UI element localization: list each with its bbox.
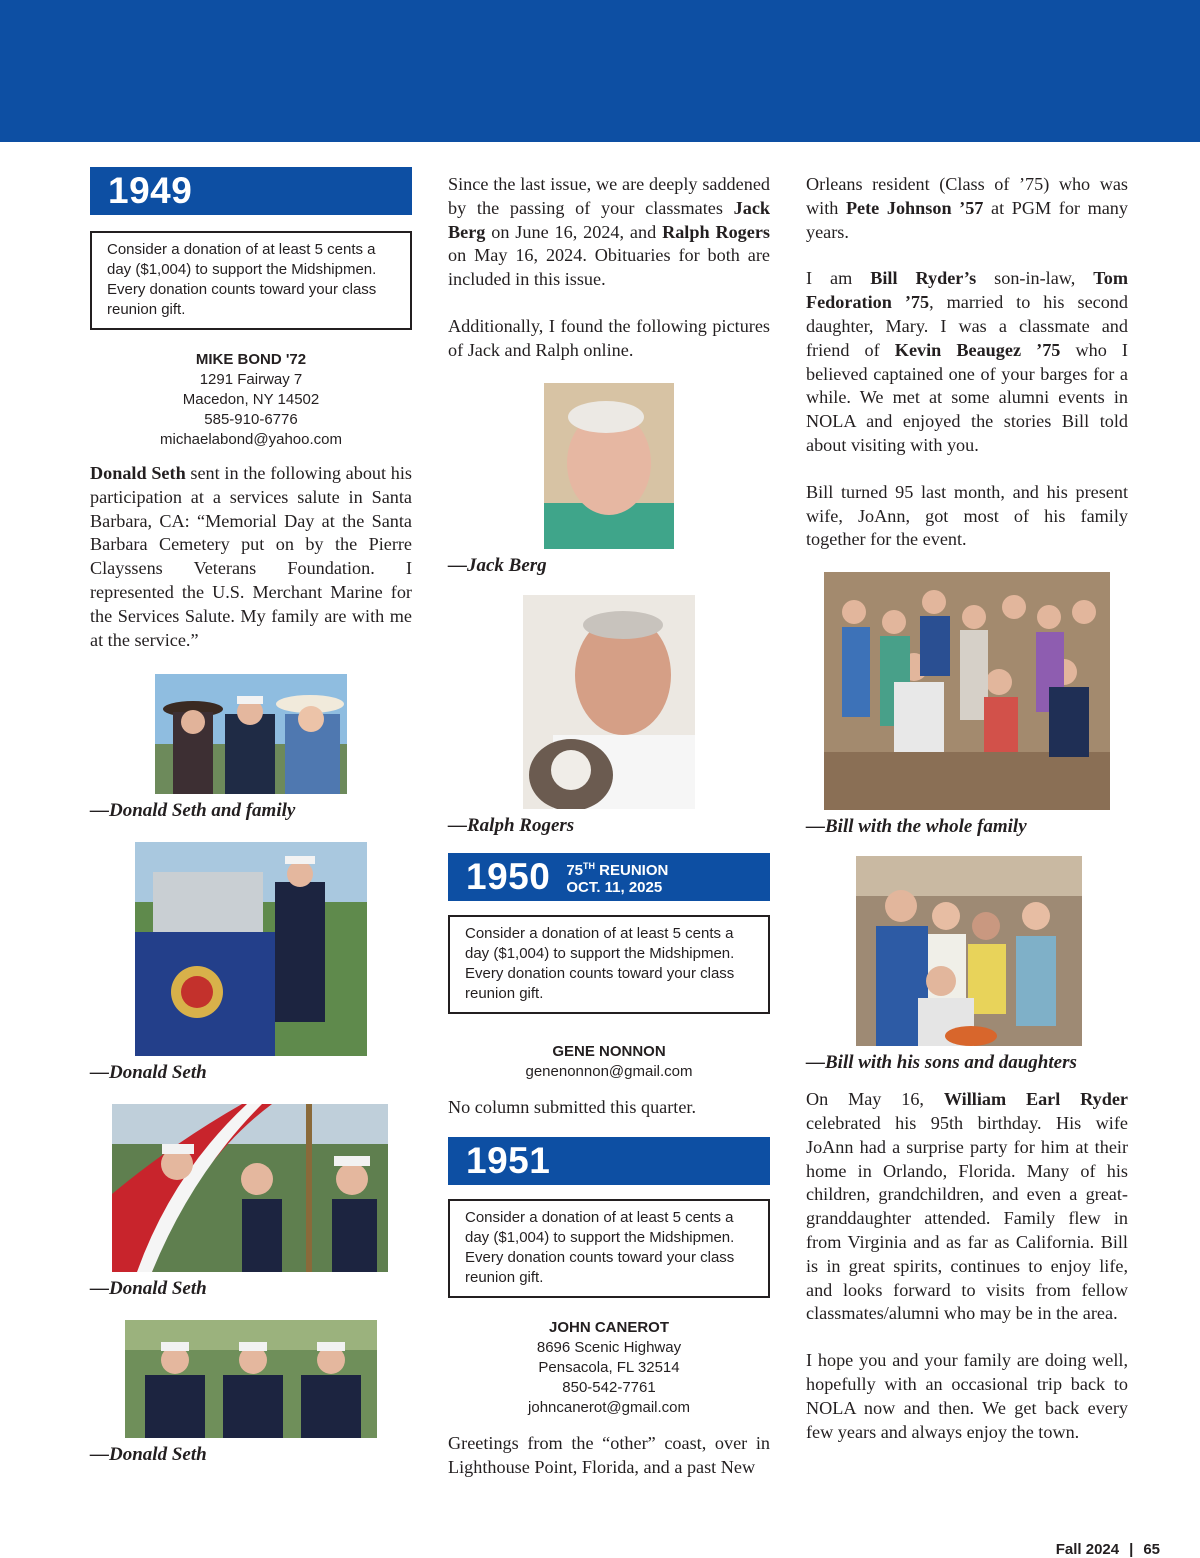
class-contact (448, 1042, 770, 1082)
column-3 (806, 173, 1128, 1444)
column-1 (90, 167, 412, 1466)
article-paragraph: Bill turned 95 last month, and his present wife, JoAnn, got most of his family together for the event. (806, 481, 1128, 550)
article-paragraph: No column submitted this quarter. (448, 1096, 697, 1117)
photo-caption: —Jack Berg (448, 554, 547, 576)
contact-address: 8696 Scenic Highway (536, 1339, 682, 1357)
donation-box: Consider a donation of at least 5 cents a day ($1,004) to support the Midshipmen. Every donation counts toward your class reunion gift. (448, 915, 770, 1014)
class-year: 1949 (108, 170, 193, 211)
article-paragraph: On May 16, William Earl Ryder celebrated his 95th birthday. His wife JoAnn had a surprise party for him at their home in Orlando, Florida. Many of his children, grandchildren, and even a great-granddaughter attended. Family flew in from Virginia and as far as California. Bill is in great spirits, continues to enjoy life, and looks forward to visits from fellow classmates/alumni who may be in the area. (806, 1089, 1128, 1324)
footer-separator: | (1129, 1541, 1134, 1558)
photo-caption: —Bill with the whole family (806, 816, 1027, 838)
contact-address: 1291 Fairway 7 (199, 371, 303, 388)
contact-city: Macedon, NY 14502 (182, 391, 320, 408)
article-paragraph: Additionally, I found the following pictures of Jack and Ralph online. (448, 315, 770, 360)
photo-caption: —Ralph Rogers (448, 814, 575, 836)
contact-email[interactable]: johncanerot@gmail.com (528, 1399, 690, 1417)
photo-bill-whole-family (824, 572, 1110, 810)
class-contact (90, 350, 412, 450)
reunion-info: 75TH REUNION OCT. 11, 2025 (566, 860, 669, 896)
article-paragraph: I hope you and your family are doing well, hopefully with an occasional trip back to NOLA now and then. We get back every few years and always enjoy the town. (806, 1350, 1128, 1442)
photo-donald-seth-family (155, 674, 347, 794)
contact-name: JOHN CANEROT (548, 1319, 669, 1337)
photo-caption: —Donald Seth (90, 1444, 207, 1466)
contact-city: Pensacola, FL 32514 (538, 1359, 680, 1377)
photo-ralph-rogers (523, 595, 695, 809)
article-paragraph: Donald Seth sent in the following about his participation at a services salute in Santa Barbara, CA: “Memorial Day at the Santa Barbara Cemetery put on by the Pierre Clayssens Veterans Foundation. I represented the U.S. Merchant Marine for the Services Salute. My family are with me at the service.” (90, 463, 412, 650)
contact-phone: 585-910-6776 (204, 411, 298, 428)
photo-donald-seth-veterans (125, 1320, 377, 1438)
column-2 (448, 173, 770, 1480)
class-year-bar-1951 (448, 1137, 770, 1185)
class-year: 1951 (466, 1140, 551, 1182)
issue-label: Fall 2024 (1055, 1541, 1120, 1558)
article-paragraph-continued: Orleans resident (Class of ’75) who was with Pete Johnson ’57 at PGM for many years. (806, 174, 1128, 242)
header-banner (0, 0, 1200, 142)
photo-caption: —Bill with his sons and daughters (806, 1052, 1077, 1074)
class-year-bar-1950 (448, 853, 770, 901)
donation-box: Consider a donation of at least 5 cents a day ($1,004) to support the Midshipmen. Every donation counts toward your class reunion gift. (448, 1199, 770, 1298)
contact-name: GENE NONNON (552, 1042, 666, 1060)
photo-bill-sons-daughters (856, 856, 1082, 1046)
class-contact (448, 1318, 770, 1418)
photo-caption: —Donald Seth (90, 1278, 207, 1300)
page-number: 65 (1143, 1541, 1160, 1558)
photo-jack-berg (544, 383, 674, 549)
article-paragraph: I am Bill Ryder’s son-in-law, Tom Fedoration ’75, married to his second daughter, Mary. I was a classmate and friend of Kevin Beaugez ’75 who I believed captained one of your barges for a while. We met at some alumni events in NOLA and enjoyed the stories Bill told about visiting with you. (806, 268, 1129, 455)
contact-phone: 850-542-7761 (562, 1379, 656, 1397)
contact-email[interactable]: michaelabond@yahoo.com (160, 431, 342, 448)
class-year: 1950 (466, 855, 551, 897)
donation-box: Consider a donation of at least 5 cents a day ($1,004) to support the Midshipmen. Every donation counts toward your class reunion gift. (90, 231, 412, 330)
contact-email[interactable]: genenonnon@gmail.com (525, 1062, 693, 1080)
article-paragraph: Since the last issue, we are deeply saddened by the passing of your classmates Jack Berg on June 16, 2024, and Ralph Rogers on May 16, 2024. Obituaries for both are included in this issue. (448, 174, 770, 290)
class-year-bar-1949 (90, 167, 412, 215)
photo-donald-seth-flag (135, 842, 367, 1056)
page-footer (1056, 1541, 1160, 1558)
photo-caption: —Donald Seth and family (90, 800, 296, 822)
article-paragraph-start: Greetings from the “other” coast, over in Lighthouse Point, Florida, and a past New (448, 1433, 770, 1478)
photo-donald-seth-salute (112, 1104, 388, 1272)
photo-caption: —Donald Seth (90, 1062, 207, 1084)
contact-name: MIKE BOND '72 (195, 351, 307, 368)
